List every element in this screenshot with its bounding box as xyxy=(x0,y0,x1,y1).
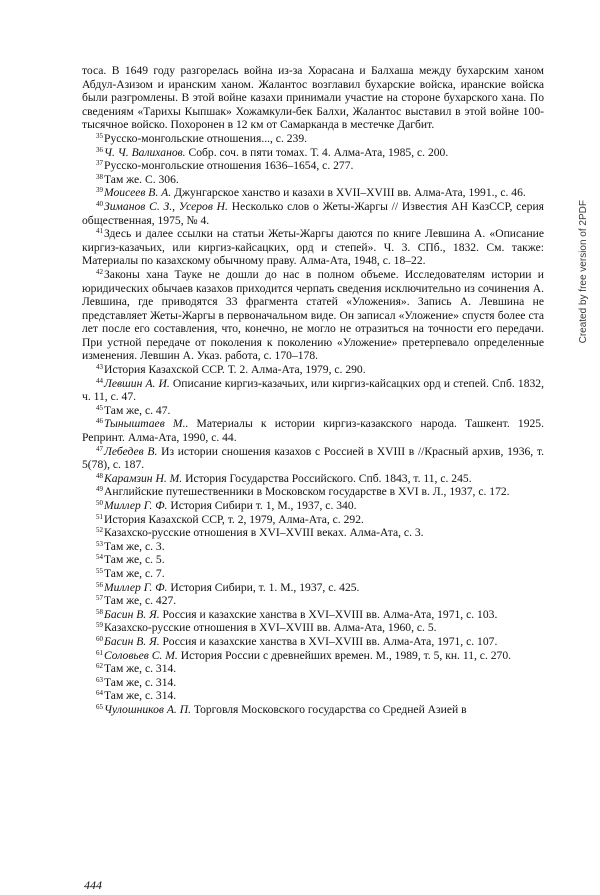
endnote xyxy=(82,377,544,404)
endnote-number: 56 xyxy=(96,580,103,589)
endnote xyxy=(82,608,544,622)
endnote xyxy=(82,526,544,540)
endnote xyxy=(82,676,544,690)
endnote-author: Миллер Г. Ф. xyxy=(104,499,168,512)
endnote-number: 41 xyxy=(96,227,103,236)
endnote-number: 58 xyxy=(96,607,103,616)
endnote-text: История Казахской ССР. Т. 2. Алма-Ата, 1979, с. 290. xyxy=(104,363,366,377)
endnote-text: Там же, с. 427. xyxy=(104,594,177,608)
endnote-author: Басин В. Я. xyxy=(104,634,160,648)
endnote-number: 45 xyxy=(96,403,103,412)
endnote-author: Моисеев В. А. xyxy=(104,186,172,200)
endnote-text: Там же, с. 314. xyxy=(104,689,177,703)
endnote-author: Левшин А. И. xyxy=(104,376,170,390)
endnote-number: 54 xyxy=(96,553,103,562)
endnote xyxy=(82,649,544,663)
endnote-number: 39 xyxy=(96,186,103,195)
endnote-number: 61 xyxy=(96,648,103,657)
watermark: Created by free version of 2PDF xyxy=(578,200,589,344)
endnote xyxy=(82,621,544,635)
endnote-number: 40 xyxy=(96,199,103,208)
endnote-number: 35 xyxy=(96,131,103,140)
endnote-number: 42 xyxy=(96,267,103,276)
endnote-text: Там же, с. 3. xyxy=(104,539,165,553)
endnote-text: Там же. С. 306. xyxy=(104,172,179,186)
endnote-text: Законы хана Тауке не дошли до нас в полном объеме. Исследователям истории и юридических обычаев казахов приходится черпать сведения исключительно из сочинения А. Левшина, где приводятся 33 фрагмента статей «Уложения». Запись А. Левшина не представляет Жеты-Жаргы в первоначальном виде. Он записал «Уложение» спустя более ста лет после его составления, что, конечно, не могло не отразиться на точности его передачи. При устной передаче от поколения к поколению «Уложение» претерпевало определенные изменения. Левшин А. Указ. работа, с. 170–178. xyxy=(82,267,544,363)
endnote-number: 47 xyxy=(96,444,103,453)
endnote-text: Из истории сношения казахов с Россией в XVIII в //Красный архив, 1936, т. 5(78), с. 187. xyxy=(82,444,544,472)
endnote-text: Россия и казахские ханства в XVI–XVIII вв. Алма-Ата, 1971, с. 107. xyxy=(159,634,498,648)
endnote xyxy=(82,567,544,581)
endnote-text: Там же, с. 314. xyxy=(104,675,177,689)
endnote-author: Соловьев С. М. xyxy=(104,648,178,662)
endnote xyxy=(82,635,544,649)
endnote-author: Басин В. Я. xyxy=(104,607,160,621)
endnote-text: Несколько слов о Жеты-Жаргы // Известия АН КазССР, серия общественная, 1975, № 4. xyxy=(82,199,544,227)
endnote-text: История Государства Российского. Спб. 1843, т. 11, с. 245. xyxy=(182,471,472,485)
endnote-text: Здесь и далее ссылки на статьи Жеты-Жаргы даются по книге Левшина А. «Описание киргиз-казачьих, или киргиз-кайсацких, орд и степей». Ч. 3. СПб., 1832. См. также: Материалы по казахскому обычному праву. Алма-Ата, 1948, с. 18–22. xyxy=(82,227,544,268)
endnote-text: Там же, с. 5. xyxy=(104,553,165,567)
endnote-text: Русско-монгольские отношения 1636–1654, с. 277. xyxy=(104,159,354,173)
page-text xyxy=(82,64,544,717)
endnote-text: Материалы к истории киргиз-казакского народа. Ташкент. 1925. Репринт. Алма-Ата, 1990, с. 44. xyxy=(82,417,544,445)
endnote-number: 44 xyxy=(96,376,103,385)
endnote-text: Казахско-русские отношения в XVI–XVIII веках. Алма-Ата, с. 3. xyxy=(104,526,424,540)
endnote-author: Карамзин Н. М. xyxy=(104,471,183,485)
endnote-author: Миллер Г. Ф. xyxy=(104,580,168,594)
endnotes-list xyxy=(82,132,544,717)
endnote xyxy=(82,404,544,418)
endnote xyxy=(82,227,544,268)
endnote xyxy=(82,594,544,608)
endnote xyxy=(82,485,544,499)
endnote-number: 55 xyxy=(96,566,103,575)
endnote-text: Там же, с. 314. xyxy=(104,662,177,676)
endnote-author: Чулошников А. П. xyxy=(104,702,191,716)
endnote-text: История Казахской ССР, т. 2, 1979, Алма-Ата, с. 292. xyxy=(104,512,364,526)
endnote xyxy=(82,553,544,567)
endnote-author: Ч. Ч. Валиханов. xyxy=(104,145,186,159)
endnote-number: 37 xyxy=(96,159,103,168)
endnote-text: Торговля Московского государства со Средней Азией в xyxy=(190,702,467,716)
endnote-number: 38 xyxy=(96,172,103,181)
endnote-text: История Сибири, т. 1. М., 1937, с. 425. xyxy=(167,580,360,594)
endnote-text: История Сибири т. 1, М., 1937, с. 340. xyxy=(167,499,357,512)
endnote-text: Там же, с. 7. xyxy=(104,566,165,580)
endnote-number: 57 xyxy=(96,594,103,603)
endnote xyxy=(82,703,544,717)
endnote-text: Казахско-русские отношения в XVI–XVIII вв. Алма-Ата, 1960, с. 5. xyxy=(104,621,437,635)
endnote-number: 36 xyxy=(96,145,103,154)
page-number: 444 xyxy=(84,878,102,892)
endnote-number: 48 xyxy=(96,471,103,480)
endnote-text: Описание киргиз-казачьих, или киргиз-кайсацких орд и степей. Спб. 1832, ч. 11, с. 47. xyxy=(82,376,544,404)
endnote xyxy=(82,363,544,377)
endnote xyxy=(82,159,544,173)
endnote xyxy=(82,540,544,554)
endnote xyxy=(82,581,544,595)
endnote xyxy=(82,689,544,703)
endnote-author: Лебедев В. xyxy=(104,444,158,458)
endnote xyxy=(82,186,544,200)
endnote xyxy=(82,417,544,444)
endnote xyxy=(82,173,544,187)
endnote-number: 46 xyxy=(96,417,103,426)
endnote-text: Россия и казахские ханства в XVI–XVIII вв. Алма-Ата, 1971, с. 103. xyxy=(159,607,498,621)
endnote-text: Английские путешественники в Московском государстве в XVI в. Л., 1937, с. 172. xyxy=(104,485,510,499)
endnote xyxy=(82,200,544,227)
endnote-text: Собр. соч. в пяти томах. Т. 4. Алма-Ата, 1985, с. 200. xyxy=(185,145,449,159)
endnote xyxy=(82,132,544,146)
endnote-text: Русско-монгольские отношения..., с. 239. xyxy=(104,131,308,145)
endnote-number: 51 xyxy=(96,512,103,521)
endnote-number: 64 xyxy=(96,689,103,698)
endnote-number: 60 xyxy=(96,634,103,643)
endnote-number: 65 xyxy=(96,702,103,711)
endnote-text: Там же, с. 47. xyxy=(104,403,171,417)
endnote-number: 50 xyxy=(96,499,103,507)
endnote xyxy=(82,146,544,160)
endnote xyxy=(82,445,544,472)
endnote xyxy=(82,472,544,486)
endnote-text: История России с древнейших времен. М., 1989, т. 5, кн. 11, с. 270. xyxy=(177,648,512,662)
endnote-number: 49 xyxy=(96,485,103,494)
endnote-author: Тыныштаев М.. xyxy=(104,417,189,431)
intro-paragraph: тоса. В 1649 году разгорелась война из-за Хорасана и Балхаша между бухарским ханом Абдул-Азизом и иранским ханом. Жалантос возглавил бухарские войска, иранские войска были разгромлены. В этой войне казахи принимали участие на стороне бухарского хана. По сведениям «Тарихы Кыпшак» Хожамкули-бек Балхи, Жалантос выставил в этой войне 100-тысячное войско. Похоронен в 12 км от Самарканда в местечке Дагбит. xyxy=(82,64,544,132)
endnote xyxy=(82,662,544,676)
endnote-number: 53 xyxy=(96,539,103,548)
endnote xyxy=(82,513,544,527)
endnote-text: Джунгарское ханство и казахи в XVII–XVIII вв. Алма-Ата, 1991., с. 46. xyxy=(171,186,526,200)
endnote xyxy=(82,268,544,363)
endnote-number: 63 xyxy=(96,675,103,684)
endnote xyxy=(82,499,544,513)
endnote-number: 52 xyxy=(96,526,103,535)
endnote-number: 43 xyxy=(96,363,103,372)
endnote-author: Зиманов С. З., Усеров Н. xyxy=(104,199,228,213)
endnote-number: 59 xyxy=(96,621,103,630)
endnote-number: 62 xyxy=(96,662,103,671)
